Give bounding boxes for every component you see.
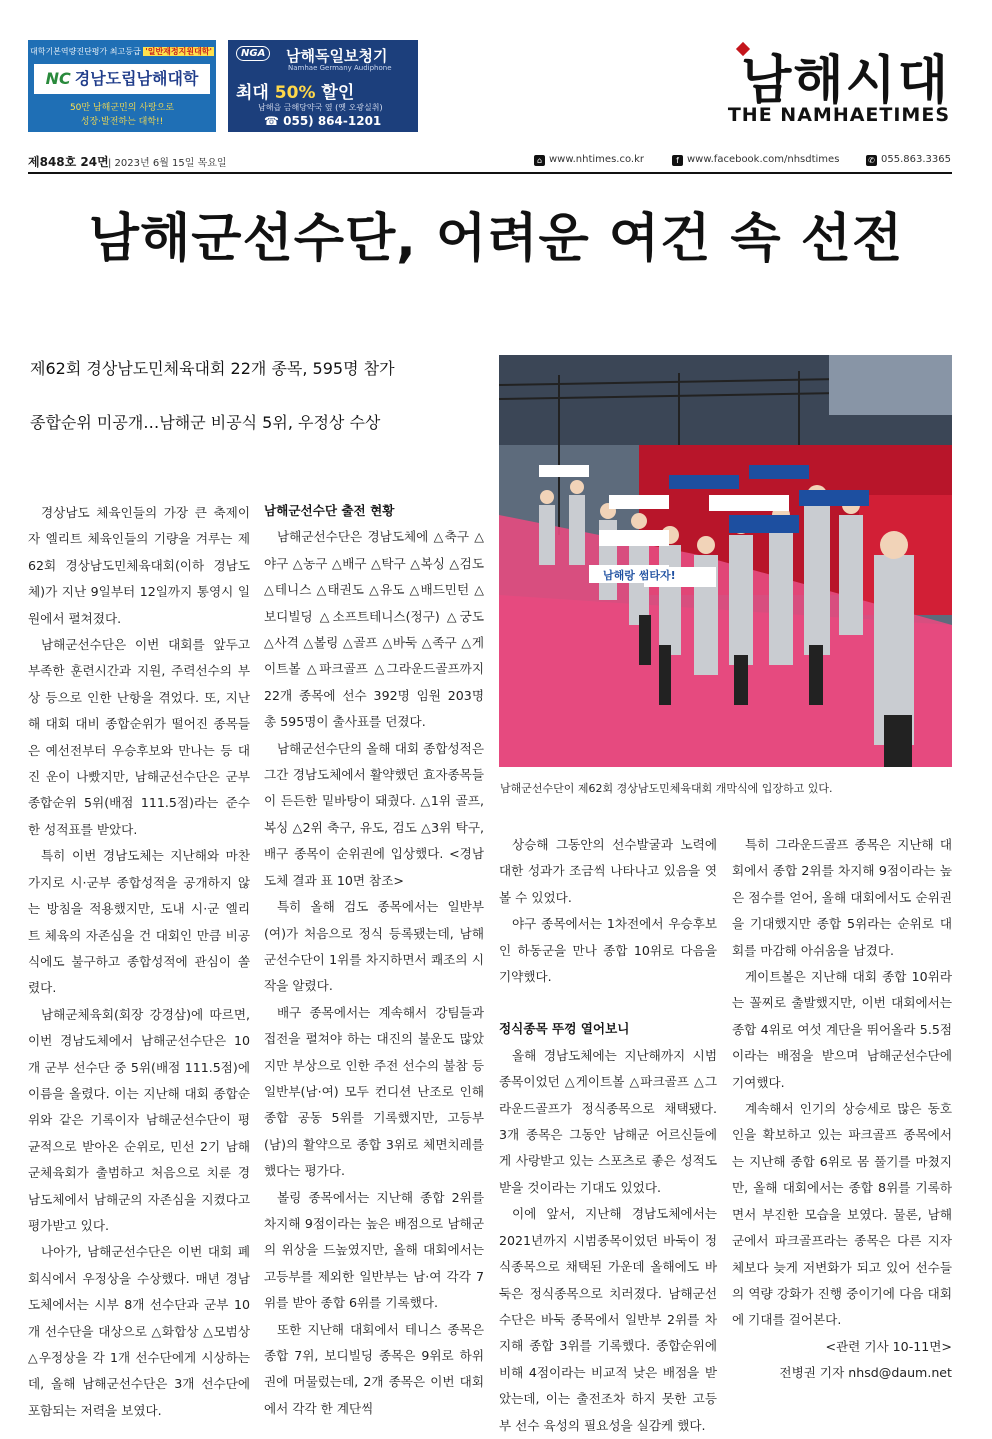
paragraph: 볼링 종목에서는 지난해 종합 2위를 차지해 9점이라는 높은 배점으로 남해군의 위상을 드높였지만, 올해 대회에서는 고등부를 제외한 일반부는 남·여 각각 7위를 받아 종합 6위를 기록했다. (264, 1189, 484, 1311)
paragraph: 배구 종목에서는 계속해서 강팀들과 접전을 펼쳐야 하는 대진의 불운도 많았지만 부상으로 인한 주전 선수의 불참 등 일반부(남·여) 모두 컨디션 난조로 인해 종합 공동 5위를 기록했지만, 고등부(남)의 활약으로 종합 3위로 체면치레를 했다는 평가다. (264, 1004, 484, 1179)
ad-college-slogan-2: 성장·발전하는 대학!! (80, 117, 164, 127)
website-link[interactable]: ⌂ www.nhtimes.co.kr (534, 154, 644, 166)
article-photo (499, 355, 952, 767)
ad-college-top-line: 대학기본역량진단평가 최고등급 '일반재정지원대학' (29, 47, 212, 56)
byline: 전병권 기자 nhsd@daum.net (779, 1365, 952, 1381)
article-column-3 (499, 832, 717, 1439)
issue-number: 제848호 24면 (28, 155, 109, 169)
paragraph: 게이트볼은 지난해 대회 종합 10위라는 꼴찌로 출발했지만, 이번 대회에서는 종합 4위로 여섯 계단을 뛰어올라 5.5점이라는 배점을 받으며 남해군선수단에 기여했다. (732, 969, 952, 1090)
ad-hearing-name: 남해독일보청기 (286, 47, 388, 65)
article-column-1 (28, 500, 250, 1424)
paragraph: 계속해서 인기의 상승세로 많은 동호인을 확보하고 있는 파크골프 종목에서는 지난해 종합 6위로 몸 풀기를 마쳤지만, 올해 대회에서는 종합 8위를 기록하면서 부진한 모습을 보였다. 물론, 남해군에서 파크골프라는 종목은 다른 지자체보다 늦게 저변화가 되고 있어 선수들의 역량 강화가 진행 중이기에 다음 대회에 기대를 걸어본다. (732, 1101, 952, 1328)
masthead-english: THE NAMHAETIMES (727, 104, 950, 126)
issue-info-bar (28, 148, 952, 174)
photo-banner-text: 남해랑 썸타자! (603, 569, 676, 582)
facebook-icon: f (672, 155, 683, 166)
facebook-link[interactable]: f www.facebook.com/nhsdtimes (672, 154, 839, 166)
ad-hearing-aid[interactable] (228, 40, 418, 132)
paragraph: 나아가, 남해군선수단은 이번 대회 폐회식에서 우정상을 수상했다. 매년 경남도체에서는 시부 8개 선수단과 군부 10개 선수단을 대상으로 △화합상 △모범상 △우정상을 각 1개 선수단에게 시상하는데, 올해 남해군선수단은 3개 선수단에 포함되는 저력을 보였다. (28, 1244, 250, 1418)
ad-hearing-location: 남해읍 금해당약국 옆 (옛 오광실취) (258, 103, 383, 112)
college-logo-icon: NC (45, 69, 71, 88)
section-heading-official-events: 정식종목 뚜껑 열어보니 (499, 1021, 630, 1037)
ad-hearing-brand-logo: NGA (236, 46, 270, 61)
subhead-2: 종합순위 미공개…남해군 비공식 5위, 우정상 수상 (30, 413, 381, 432)
phone-number: ✆ 055.863.3365 (866, 154, 951, 166)
related-articles-note: <관련 기사 10-11면> (825, 1338, 952, 1354)
issue-date: | 2023년 6월 15일 목요일 (108, 158, 227, 169)
paragraph: 올해 경남도체에는 지난해까지 시범종목이었던 △게이트볼 △파크골프 △그라운드골프가 정식종목으로 채택됐다. 3개 종목은 그동안 남해군 어르신들에게 사랑받고 있는 스포츠로 좋은 성적도 받을 것이라는 기대도 있었다. (499, 1047, 717, 1195)
ad-college-name: NC 경남도립남해대학 (34, 64, 210, 94)
ad-hearing-discount: 최대 50% 할인 (236, 83, 355, 103)
home-icon: ⌂ (534, 155, 545, 166)
subhead-1: 제62회 경상남도민체육대회 22개 종목, 595명 참가 (30, 359, 395, 378)
paragraph: 남해군체육회(회장 강경삼)에 따르면, 이번 경남도체에서 남해군선수단은 10개 군부 선수단 중 5위(배점 111.5점)에 이름을 올렸다. 이는 지난해 대회 종합순위와 같은 기록이자 남해군선수단이 평균적으로 받아온 순위로, 민선 2기 남해군체육회가 출범하고 처음으로 치룬 경남도체에서 남해군의 자존심을 지켰다고 평가받고 있다. (28, 1006, 250, 1233)
headline: 남해군선수단, 어려운 여건 속 선전 (88, 209, 904, 269)
masthead-title: 남해시대 (741, 51, 950, 111)
paragraph: 남해군선수단은 경남도체에 △축구 △야구 △농구 △배구 △탁구 △복싱 △검도 △테니스 △태권도 △유도 △배드민턴 △보디빌딩 △소프트테니스(정구) △궁도 △사격 △볼링 △골프 △바둑 △족구 △게이트볼 △파크골프 △그라운드골프까지 22개 종목에 선수 392명 임원 203명 총 595명이 출사표를 던졌다. (264, 529, 484, 730)
article-column-4 (732, 832, 952, 1387)
paragraph: 남해군선수단은 이번 대회를 앞두고 부족한 훈련시간과 지원, 주력선수의 부상 등으로 인한 난항을 겪었다. 또, 지난해 대회 대비 종합순위가 떨어진 종목들은 예선전부터 우승후보와 만나는 등 대진 운이 나빴지만, 남해군선수단은 군부 종합순위 5위(배점 111.5점)라는 준수한 성적표를 받았다. (28, 637, 250, 837)
paragraph: 야구 종목에서는 1차전에서 우승후보인 하동군을 만나 종합 10위로 다음을 기약했다. (499, 916, 717, 985)
paragraph: 특히 이번 경남도체는 지난해와 마찬가지로 시·군부 종합성적을 공개하지 않는 방침을 적용했지만, 도내 시·군 엘리트 체육의 자존심을 건 대회인 만큼 비공식에도 불구하고 종합성적에 관심이 쏠렸다. (28, 848, 250, 996)
paragraph: 상승해 그동안의 선수발굴과 노력에 대한 성과가 조금씩 나타나고 있음을 엿볼 수 있었다. (499, 837, 717, 905)
photo-caption: 남해군선수단이 제62회 경상남도민체육대회 개막식에 입장하고 있다. (500, 782, 833, 795)
section-heading-lineup: 남해군선수단 출전 현황 (264, 503, 395, 518)
paragraph: 경상남도 체육인들의 가장 큰 축제이자 엘리트 체육인들의 기량을 겨루는 제62회 경상남도민체육대회(이하 경남도체)가 지난 9일부터 12일까지 통영시 일원에서 펼쳐졌다. (28, 505, 250, 626)
ad-namhae-college[interactable] (28, 40, 216, 132)
phone-icon: ✆ (866, 155, 877, 166)
ad-college-slogan-1: 50만 남해군민의 사랑으로 (69, 103, 175, 113)
paragraph: 특히 올해 검도 종목에서는 일반부(여)가 처음으로 정식 등록됐는데, 남해군선수단이 1위를 차지하면서 쾌조의 시작을 알렸다. (264, 899, 484, 994)
ad-hearing-sub: Namhae Germany Audiphone (288, 64, 392, 72)
masthead (630, 44, 950, 134)
paragraph: 특히 그라운드골프 종목은 지난해 대회에서 종합 2위를 차지해 9점이라는 높은 점수를 얻어, 올해 대회에서도 순위권을 기대했지만 종합 5위라는 순위로 대회를 마감해 아쉬움을 남겼다. (732, 837, 952, 958)
paragraph: 남해군선수단의 올해 대회 종합성적은 그간 경남도체에서 활약했던 효자종목들이 든든한 밑바탕이 돼줬다. △1위 골프, 복싱 △2위 축구, 유도, 검도 △3위 탁구, 배구 종목이 순위권에 입상했다. <경남도체 결과 표 10면 참조> (264, 740, 484, 888)
ad-hearing-phone: ☎ 055) 864-1201 (264, 114, 382, 128)
article-column-2 (264, 498, 484, 1422)
paragraph: 또한 지난해 대회에서 테니스 종목은 종합 7위, 보디빌딩 종목은 9위로 하위권에 머물렀는데, 2개 종목은 이번 대회에서 각각 한 계단씩 (264, 1321, 484, 1416)
paragraph: 이에 앞서, 지난해 경남도체에서는 2021년까지 시범종목이었던 바둑이 정식종목으로 채택된 가운데 올해에도 바둑은 정식종목으로 치러졌다. 남해군선수단은 바둑 종목에서 일반부 2위를 차지해 종합 3위를 기록했다. 종합순위에 비해 4점이라는 비교적 낮은 배점을 받았는데, 이는 출전조차 하지 못한 고등부 선수 육성의 필요성을 실감케 했다. (499, 1206, 717, 1433)
